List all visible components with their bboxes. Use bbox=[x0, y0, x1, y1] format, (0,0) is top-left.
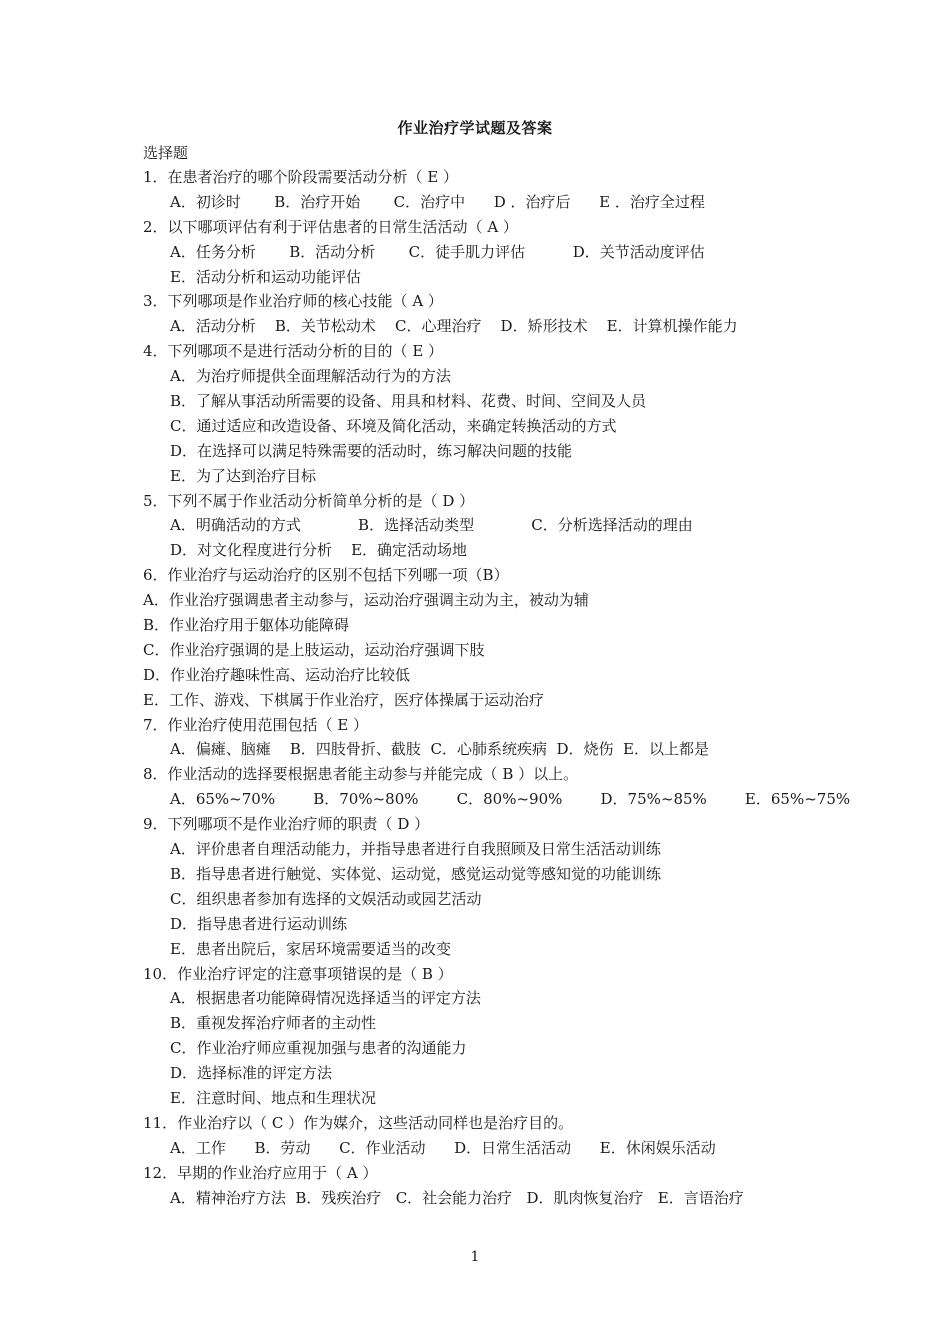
answer-options: B．作业治疗用于躯体功能障碍 bbox=[143, 616, 350, 635]
answer-options: A．精神治疗方法 B．残疾治疗 C．社会能力治疗 D．肌肉恢复治疗 E．言语治疗 bbox=[170, 1188, 744, 1207]
answer-options: D．对文化程度进行分析 E．确定活动场地 bbox=[170, 541, 468, 560]
answer-options: C．作业治疗强调的是上肢运动，运动治疗强调下肢 bbox=[143, 640, 485, 659]
answer-options: D．作业治疗趣味性高、运动治疗比较低 bbox=[143, 665, 411, 684]
answer-options: D．选择标准的评定方法 bbox=[170, 1064, 333, 1083]
answer-options: C．组织患者参加有选择的文娱活动或园艺活动 bbox=[170, 889, 482, 908]
answer-options: C．作业治疗师应重视加强与患者的沟通能力 bbox=[170, 1039, 467, 1058]
question-stem: 9．下列哪项不是作业治疗师的职责（ D ） bbox=[143, 815, 430, 834]
question-stem: 5．下列不属于作业活动分析简单分析的是（ D ） bbox=[143, 491, 475, 510]
question-stem: 7．作业治疗使用范围包括（ E ） bbox=[143, 715, 369, 734]
question-stem: 2．以下哪项评估有利于评估患者的日常生活活动（ A ） bbox=[143, 217, 518, 236]
section-heading: 选择题 bbox=[143, 144, 189, 162]
answer-options: A．作业治疗强调患者主动参与，运动治疗强调主动为主，被动为辅 bbox=[143, 591, 589, 610]
document-title: 作业治疗学试题及答案 bbox=[397, 119, 553, 137]
answer-options: E．患者出院后，家居环境需要适当的改变 bbox=[170, 939, 451, 958]
answer-options: E．注意时间、地点和生理状况 bbox=[170, 1088, 376, 1107]
answer-options: D．指导患者进行运动训练 bbox=[170, 914, 348, 933]
answer-options: D．在选择可以满足特殊需要的活动时，练习解决问题的技能 bbox=[170, 441, 573, 460]
question-stem: 1．在患者治疗的哪个阶段需要活动分析（ E ） bbox=[143, 168, 459, 186]
question-stem: 4．下列哪项不是进行活动分析的目的（ E ） bbox=[143, 342, 444, 361]
answer-options: E．为了达到治疗目标 bbox=[170, 466, 316, 485]
question-stem: 3．下列哪项是作业治疗师的核心技能（ A ） bbox=[143, 292, 443, 311]
answer-options: A．评价患者自理活动能力，并指导患者进行自我照顾及日常生活活动训练 bbox=[170, 840, 661, 859]
question-stem: 11．作业治疗以（ C ）作为媒介，这些活动同样也是治疗目的。 bbox=[143, 1113, 574, 1132]
answer-options: B．了解从事活动所需要的设备、用具和材料、花费、时间、空间及人员 bbox=[170, 392, 647, 411]
answer-options: C．通过适应和改造设备、环境及简化活动，来确定转换活动的方式 bbox=[170, 416, 617, 435]
answer-options: A．明确活动的方式 B．选择活动类型 C．分析选择活动的理由 bbox=[170, 516, 693, 535]
question-stem: 10．作业治疗评定的注意事项错误的是（ B ） bbox=[143, 964, 453, 983]
question-stem: 12．早期的作业治疗应用于（ A ） bbox=[143, 1163, 378, 1182]
answer-options: A．根据患者功能障碍情况选择适当的评定方法 bbox=[170, 989, 481, 1008]
question-list bbox=[143, 165, 851, 1210]
answer-options: E．活动分析和运动功能评估 bbox=[170, 267, 361, 286]
question-stem: 6．作业治疗与运动治疗的区别不包括下列哪一项（B） bbox=[143, 566, 509, 585]
answer-options: A．活动分析 B．关节松动术 C．心理治疗 D．矫形技术 E．计算机操作能力 bbox=[170, 317, 738, 336]
question-stem: 8．作业活动的选择要根据患者能主动参与并能完成（ B ）以上。 bbox=[143, 765, 579, 784]
page-number: 1 bbox=[470, 1249, 480, 1265]
answer-options: A．初诊时 B．治疗开始 C．治疗中 D ．治疗后 E ．治疗全过程 bbox=[170, 192, 705, 211]
answer-options: A．任务分析 B．活动分析 C．徒手肌力评估 D．关节活动度评估 bbox=[170, 242, 705, 261]
answer-options: B．重视发挥治疗师者的主动性 bbox=[170, 1014, 377, 1033]
answer-options: A．工作 B．劳动 C．作业活动 D．日常生活活动 E．休闲娱乐活动 bbox=[170, 1138, 716, 1157]
answer-options: A．偏瘫、脑瘫 B．四肢骨折、截肢 C．心肺系统疾病 D．烧伤 E．以上都是 bbox=[170, 740, 709, 759]
answer-options: A．65%~70% B．70%~80% C．80%~90% D．75%~85% E．65%~75% bbox=[170, 790, 851, 809]
answer-options: B．指导患者进行触觉、实体觉、运动觉，感觉运动觉等感知觉的功能训练 bbox=[170, 864, 662, 883]
answer-options: A．为治疗师提供全面理解活动行为的方法 bbox=[170, 367, 451, 386]
answer-options: E．工作、游戏、下棋属于作业治疗，医疗体操属于运动治疗 bbox=[143, 690, 544, 709]
